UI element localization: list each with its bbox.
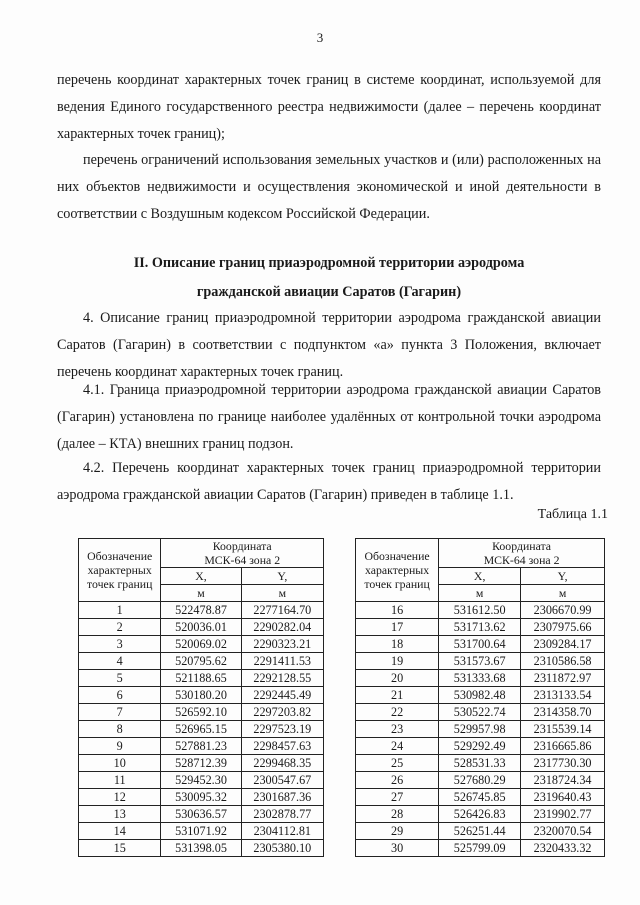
point-number-cell: 10 [79, 755, 161, 772]
x-coordinate-cell: 531573.67 [439, 653, 521, 670]
point-number-cell: 7 [79, 704, 161, 721]
point-number-cell: 13 [79, 806, 161, 823]
y-coordinate-cell: 2309284.17 [521, 636, 605, 653]
table-row [79, 789, 324, 806]
point-number-cell: 28 [356, 806, 439, 823]
point-number-cell: 22 [356, 704, 439, 721]
point-number-cell: 15 [79, 840, 161, 857]
header-point-label: Обозначение характерных точек границ [356, 539, 439, 602]
x-coordinate-cell: 526965.15 [161, 721, 241, 738]
x-coordinate-cell: 530522.74 [439, 704, 521, 721]
y-coordinate-cell: 2277164.70 [241, 602, 323, 619]
y-coordinate-cell: 2320070.54 [521, 823, 605, 840]
point-number-cell: 6 [79, 687, 161, 704]
x-coordinate-cell: 530095.32 [161, 789, 241, 806]
header-coords [439, 539, 605, 568]
y-coordinate-cell: 2316665.86 [521, 738, 605, 755]
header-coords [161, 539, 324, 568]
table-row [356, 789, 605, 806]
table-row [79, 670, 324, 687]
table-row [356, 806, 605, 823]
point-number-cell: 9 [79, 738, 161, 755]
table-row [79, 738, 324, 755]
table-row [79, 840, 324, 857]
table-row [79, 755, 324, 772]
point-number-cell: 11 [79, 772, 161, 789]
y-coordinate-cell: 2305380.10 [241, 840, 323, 857]
y-coordinate-cell: 2298457.63 [241, 738, 323, 755]
point-number-cell: 19 [356, 653, 439, 670]
y-coordinate-cell: 2311872.97 [521, 670, 605, 687]
point-number-cell: 8 [79, 721, 161, 738]
section-heading-line-2: гражданской авиации Саратов (Гагарин) [196, 284, 462, 300]
paragraph-4-2: 4.2. Перечень координат характерных точек границ приаэродромной территории аэродрома гражданской авиации Саратов (Гагарин) приведен в таблице 1.1. [57, 460, 601, 503]
x-coordinate-cell: 521188.65 [161, 670, 241, 687]
header-y-unit: м [521, 585, 605, 602]
header-x-unit: м [161, 585, 241, 602]
point-number-cell: 25 [356, 755, 439, 772]
header-x: X, [161, 568, 241, 585]
x-coordinate-cell: 529292.49 [439, 738, 521, 755]
table-row [79, 653, 324, 670]
table-row [356, 772, 605, 789]
x-coordinate-cell: 531071.92 [161, 823, 241, 840]
x-coordinate-cell: 520795.62 [161, 653, 241, 670]
point-number-cell: 23 [356, 721, 439, 738]
x-coordinate-cell: 526426.83 [439, 806, 521, 823]
point-number-cell: 1 [79, 602, 161, 619]
table-row [356, 840, 605, 857]
y-coordinate-cell: 2313133.54 [521, 687, 605, 704]
y-coordinate-cell: 2314358.70 [521, 704, 605, 721]
x-coordinate-cell: 522478.87 [161, 602, 241, 619]
x-coordinate-cell: 530636.57 [161, 806, 241, 823]
header-y-unit: м [241, 585, 323, 602]
page-number: 3 [316, 30, 324, 45]
y-coordinate-cell: 2307975.66 [521, 619, 605, 636]
x-coordinate-cell: 527881.23 [161, 738, 241, 755]
x-coordinate-cell: 531713.62 [439, 619, 521, 636]
table-row [79, 602, 324, 619]
y-coordinate-cell: 2306670.99 [521, 602, 605, 619]
point-number-cell: 12 [79, 789, 161, 806]
y-coordinate-cell: 2292445.49 [241, 687, 323, 704]
point-number-cell: 18 [356, 636, 439, 653]
x-coordinate-cell: 526251.44 [439, 823, 521, 840]
table-row [356, 619, 605, 636]
table-row [356, 636, 605, 653]
table-row [79, 636, 324, 653]
x-coordinate-cell: 529452.30 [161, 772, 241, 789]
table-row [356, 687, 605, 704]
coordinates-table-left [78, 538, 324, 857]
x-coordinate-cell: 531700.64 [439, 636, 521, 653]
table-row [356, 755, 605, 772]
section-heading-line-1: II. Описание границ приаэродромной территории аэродрома [133, 255, 525, 271]
table-row [356, 704, 605, 721]
y-coordinate-cell: 2300547.67 [241, 772, 323, 789]
header-x: X, [439, 568, 521, 585]
point-number-cell: 16 [356, 602, 439, 619]
x-coordinate-cell: 528531.33 [439, 755, 521, 772]
table-row [356, 721, 605, 738]
paragraph-4-1: 4.1. Граница приаэродромной территории аэродрома гражданской авиации Саратов (Гагарин) установлена по границе наиболее удалённых от контрольной точки аэродрома (далее – КТА) внешних границ подзон. [57, 382, 601, 452]
header-x-unit: м [439, 585, 521, 602]
point-number-cell: 21 [356, 687, 439, 704]
point-number-cell: 14 [79, 823, 161, 840]
table-row [356, 602, 605, 619]
table-row [356, 823, 605, 840]
y-coordinate-cell: 2319640.43 [521, 789, 605, 806]
x-coordinate-cell: 530180.20 [161, 687, 241, 704]
table-row [356, 670, 605, 687]
table-row [79, 721, 324, 738]
point-number-cell: 26 [356, 772, 439, 789]
y-coordinate-cell: 2297203.82 [241, 704, 323, 721]
point-number-cell: 3 [79, 636, 161, 653]
table-row [79, 687, 324, 704]
table-row [79, 772, 324, 789]
coordinates-table-right [355, 538, 605, 857]
y-coordinate-cell: 2297523.19 [241, 721, 323, 738]
y-coordinate-cell: 2290282.04 [241, 619, 323, 636]
paragraph-restrictions-list: перечень ограничений использования земельных участков и (или) расположенных на них объектов недвижимости и осуществления экономической и иной деятельности в соответствии с Воздушным кодексом Российской Федерации. [57, 152, 601, 222]
x-coordinate-cell: 529957.98 [439, 721, 521, 738]
point-number-cell: 27 [356, 789, 439, 806]
x-coordinate-cell: 530982.48 [439, 687, 521, 704]
y-coordinate-cell: 2318724.34 [521, 772, 605, 789]
table-row [356, 653, 605, 670]
x-coordinate-cell: 531398.05 [161, 840, 241, 857]
y-coordinate-cell: 2310586.58 [521, 653, 605, 670]
y-coordinate-cell: 2301687.36 [241, 789, 323, 806]
y-coordinate-cell: 2299468.35 [241, 755, 323, 772]
table-row [79, 704, 324, 721]
point-number-cell: 30 [356, 840, 439, 857]
table-row [79, 806, 324, 823]
header-coords-label: Координата [492, 539, 552, 553]
y-coordinate-cell: 2317730.30 [521, 755, 605, 772]
table-row [356, 738, 605, 755]
x-coordinate-cell: 527680.29 [439, 772, 521, 789]
x-coordinate-cell: 526745.85 [439, 789, 521, 806]
point-number-cell: 29 [356, 823, 439, 840]
x-coordinate-cell: 520069.02 [161, 636, 241, 653]
point-number-cell: 5 [79, 670, 161, 687]
point-number-cell: 17 [356, 619, 439, 636]
paragraph-4: 4. Описание границ приаэродромной территории аэродрома гражданской авиации Саратов (Гагарин) в соответствии с подпунктом «а» пункта 3 Положения, включает перечень координат характерных точек границ. [57, 310, 601, 380]
point-number-cell: 20 [356, 670, 439, 687]
header-y: Y, [521, 568, 605, 585]
x-coordinate-cell: 531612.50 [439, 602, 521, 619]
header-system-label: МСК-64 зона 2 [483, 553, 560, 567]
table-row [79, 619, 324, 636]
header-system-label: МСК-64 зона 2 [204, 553, 281, 567]
y-coordinate-cell: 2290323.21 [241, 636, 323, 653]
x-coordinate-cell: 526592.10 [161, 704, 241, 721]
point-number-cell: 2 [79, 619, 161, 636]
table-row [79, 823, 324, 840]
y-coordinate-cell: 2315539.14 [521, 721, 605, 738]
header-point-label: Обозначение характерных точек границ [79, 539, 161, 602]
y-coordinate-cell: 2302878.77 [241, 806, 323, 823]
y-coordinate-cell: 2291411.53 [241, 653, 323, 670]
table-caption: Таблица 1.1 [537, 507, 608, 522]
point-number-cell: 24 [356, 738, 439, 755]
y-coordinate-cell: 2292128.55 [241, 670, 323, 687]
x-coordinate-cell: 531333.68 [439, 670, 521, 687]
y-coordinate-cell: 2319902.77 [521, 806, 605, 823]
x-coordinate-cell: 525799.09 [439, 840, 521, 857]
y-coordinate-cell: 2304112.81 [241, 823, 323, 840]
header-y: Y, [241, 568, 323, 585]
header-coords-label: Координата [212, 539, 272, 553]
y-coordinate-cell: 2320433.32 [521, 840, 605, 857]
point-number-cell: 4 [79, 653, 161, 670]
x-coordinate-cell: 520036.01 [161, 619, 241, 636]
paragraph-coordinates-list: перечень координат характерных точек границ в системе координат, используемой для ведения Единого государственного реестра недвижимости (далее – перечень координат характерных точек границ); [57, 72, 601, 142]
x-coordinate-cell: 528712.39 [161, 755, 241, 772]
